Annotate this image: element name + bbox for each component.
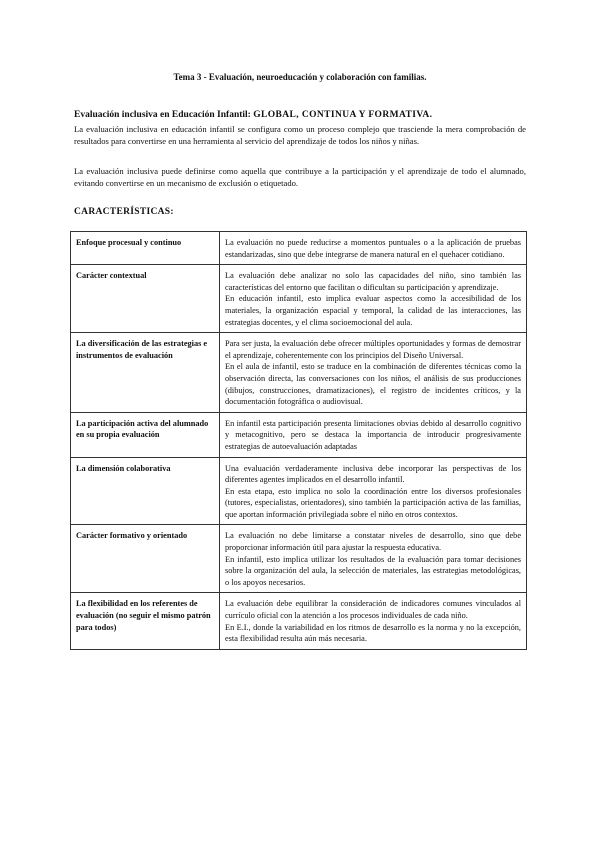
table-row [71, 593, 527, 649]
row-label: La participación activa del alumnado en su propia evaluación [71, 412, 220, 457]
intro-paragraph-2: La evaluación inclusiva puede definirse como aquella que contribuye a la participación y el aprendizaje de todo el alumnado, evitando convertirse en un mecanismo de exclusión o etiquetado. [74, 166, 526, 188]
intro-paragraph-1: La evaluación inclusiva en educación infantil se configura como un proceso complejo que trasciende la mera comprobación de resultados para convertirse en una herramienta al servicio del aprendizaje de todos los niños y niñas. [74, 124, 526, 146]
row-paragraph: La evaluación debe equilibrar la consideración de indicadores comunes vinculados al currículo oficial con la atención a los procesos individuales de cada niño. [225, 599, 521, 621]
row-label: Enfoque procesual y continuo [71, 232, 220, 265]
row-label: Carácter contextual [71, 265, 220, 333]
row-label: La flexibilidad en los referentes de evaluación (no seguir el mismo patrón para todos) [71, 593, 220, 649]
table-row [71, 525, 527, 593]
row-paragraph: Una evaluación verdaderamente inclusiva debe incorporar las perspectivas de los diferentes agentes implicados en el desarrollo infantil. [225, 463, 521, 485]
row-description [220, 333, 527, 413]
intro-heading-caps: GLOBAL, CONTINUA Y FORMATIVA [253, 110, 430, 120]
row-paragraph: La evaluación debe analizar no solo las capacidades del niño, sino también las características del entorno que facilitan o dificultan su participación y aprendizaje. [225, 271, 521, 292]
row-paragraph: La evaluación no puede reducirse a momentos puntuales o a la aplicación de pruebas estandarizadas, sino que debe integrarse de manera natural en el quehacer cotidiano. [225, 238, 521, 259]
characteristics-heading: CARACTERÍSTICAS: [74, 207, 174, 217]
row-description [220, 412, 527, 457]
row-paragraph: En esta etapa, esto implica no solo la coordinación entre los diversos profesionales (tutores, especialistas, orientadores), sino también la participación activa de las familias, que aportan información privilegiada sobre el niño en otros contextos. [225, 486, 521, 519]
row-description [220, 265, 527, 333]
row-paragraph: En infantil, esto implica utilizar los resultados de la evaluación para tomar decisiones sobre la organización del aula, la selección de materiales, las estrategias metodológicas, o los apoyos necesarios. [225, 554, 521, 587]
table-row [71, 265, 527, 333]
row-label: Carácter formativo y orientado [71, 525, 220, 593]
intro-heading-suffix: . [429, 110, 433, 120]
table-row [71, 412, 527, 457]
row-paragraph: Para ser justa, la evaluación debe ofrecer múltiples oportunidades y formas de demostrar el aprendizaje, coherentemente con los principios del Diseño Universal. [225, 339, 521, 360]
row-description [220, 232, 527, 265]
row-label: La dimensión colaborativa [71, 457, 220, 525]
row-label: La diversificación de las estrategias e instrumentos de evaluación [71, 333, 220, 413]
row-paragraph: En infantil esta participación presenta limitaciones obvias debido al desarrollo cognitivo y metacognitivo, pero se destaca la importancia de introducir progresivamente estrategias de autoevaluación adaptadas [225, 418, 521, 451]
table-row [71, 232, 527, 265]
row-description [220, 457, 527, 525]
row-description [220, 593, 527, 649]
characteristics-table [70, 231, 527, 650]
row-paragraph: La evaluación no debe limitarse a constatar niveles de desarrollo, sino que debe proporcionar información útil para ajustar la respuesta educativa. [225, 531, 521, 553]
row-description [220, 525, 527, 593]
document-title: Tema 3 - Evaluación, neuroeducación y colaboración con familias. [173, 72, 427, 82]
row-paragraph: En E.I., donde la variabilidad en los ritmos de desarrollo es la norma y no la excepción, esta flexibilidad resulta aún más necesaria. [225, 622, 521, 644]
table-row [71, 457, 527, 525]
row-paragraph: En el aula de infantil, esto se traduce en la combinación de diferentes técnicas como la observación directa, las conversaciones con los niños, el análisis de sus producciones (dibujos, construcciones, dramatizaciones), el registro de incidentes críticos, y la documentación fotográfica o audiovisual. [225, 362, 521, 407]
table-row [71, 333, 527, 413]
row-paragraph: En educación infantil, esto implica evaluar aspectos como la accesibilidad de los materiales, la organización espacial y temporal, la calidad de las interacciones, las estrategias docentes, y el clima socioemocional del aula. [225, 294, 521, 327]
intro-heading-prefix: Evaluación inclusiva en Educación Infantil: [74, 110, 251, 120]
intro-heading [74, 110, 526, 120]
